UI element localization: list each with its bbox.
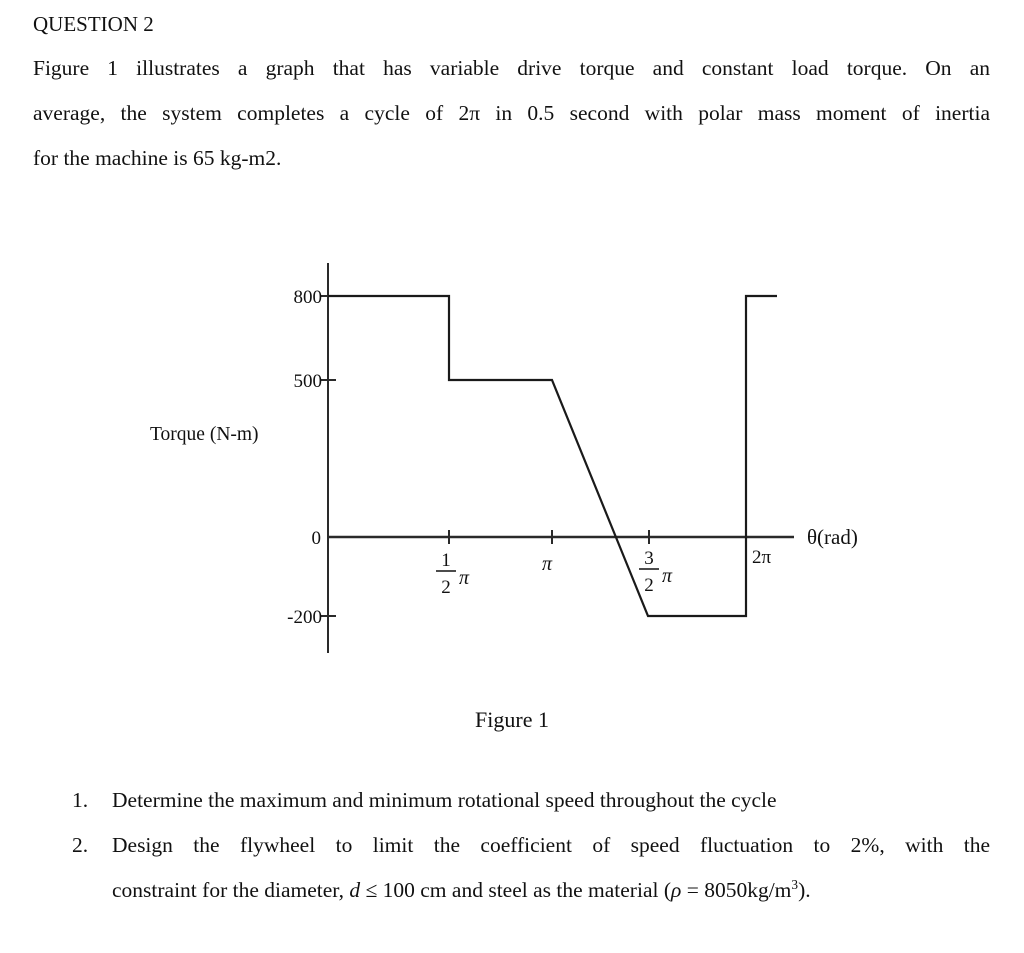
intro-line-3: for the machine is 65 kg-m2. [33, 146, 282, 170]
ytick-500-label: 500 [293, 371, 322, 392]
task-2-text-line-1: Design the flywheel to limit the coefficient of speed fluctuation to 2%, with the [112, 833, 990, 857]
halfpi-pi-symbol: π [459, 567, 470, 589]
ytick-0-label: 0 [311, 528, 321, 549]
x-axis-title: θ(rad) [807, 525, 858, 549]
xtick-halfpi-label [436, 550, 470, 598]
xtick-pi-label: π [541, 553, 553, 575]
threehalfpi-pi-symbol: π [662, 565, 673, 587]
task-item-1 [72, 778, 990, 823]
task-1-text: Determine the maximum and minimum rotational speed throughout the cycle [112, 788, 777, 812]
threehalfpi-denominator: 2 [644, 575, 654, 596]
intro-line-2: average, the system completes a cycle of 2π in 0.5 second with polar mass moment of inertia [33, 101, 990, 125]
threehalfpi-numerator: 3 [644, 548, 654, 569]
task-2-segment-g: ). [798, 878, 811, 902]
diameter-variable-d: d [349, 878, 361, 902]
figure-caption: Figure 1 [475, 707, 549, 732]
intro-paragraph [33, 46, 990, 181]
ytick-m200-label: -200 [287, 607, 322, 628]
question-heading: QUESTION 2 [33, 12, 154, 36]
task-2-segment-c: ≤ 100 cm and steel as the material ( [360, 878, 671, 902]
cubed-exponent: 3 [791, 876, 799, 892]
task-2-number: 2. [72, 833, 89, 857]
halfpi-numerator: 1 [441, 550, 451, 571]
intro-line-1: Figure 1 illustrates a graph that has variable drive torque and constant load torque. On an [33, 56, 990, 80]
task-2-segment-a: constraint for the diameter, [112, 878, 350, 902]
task-item-2 [72, 823, 990, 913]
xtick-3halfpi-label [639, 548, 673, 596]
density-symbol-rho: ρ [671, 878, 682, 902]
xtick-2pi-label: 2π [752, 547, 772, 568]
y-axis-title: Torque (N-m) [150, 424, 259, 445]
task-2-text-line-2 [112, 868, 990, 913]
torque-curve [328, 296, 777, 616]
task-list [72, 778, 990, 913]
ytick-800-label: 800 [293, 287, 322, 308]
halfpi-denominator: 2 [441, 577, 451, 598]
task-1-number: 1. [72, 788, 89, 812]
task-2-segment-e: = 8050kg/m [681, 878, 792, 902]
torque-figure-chart [140, 250, 880, 670]
